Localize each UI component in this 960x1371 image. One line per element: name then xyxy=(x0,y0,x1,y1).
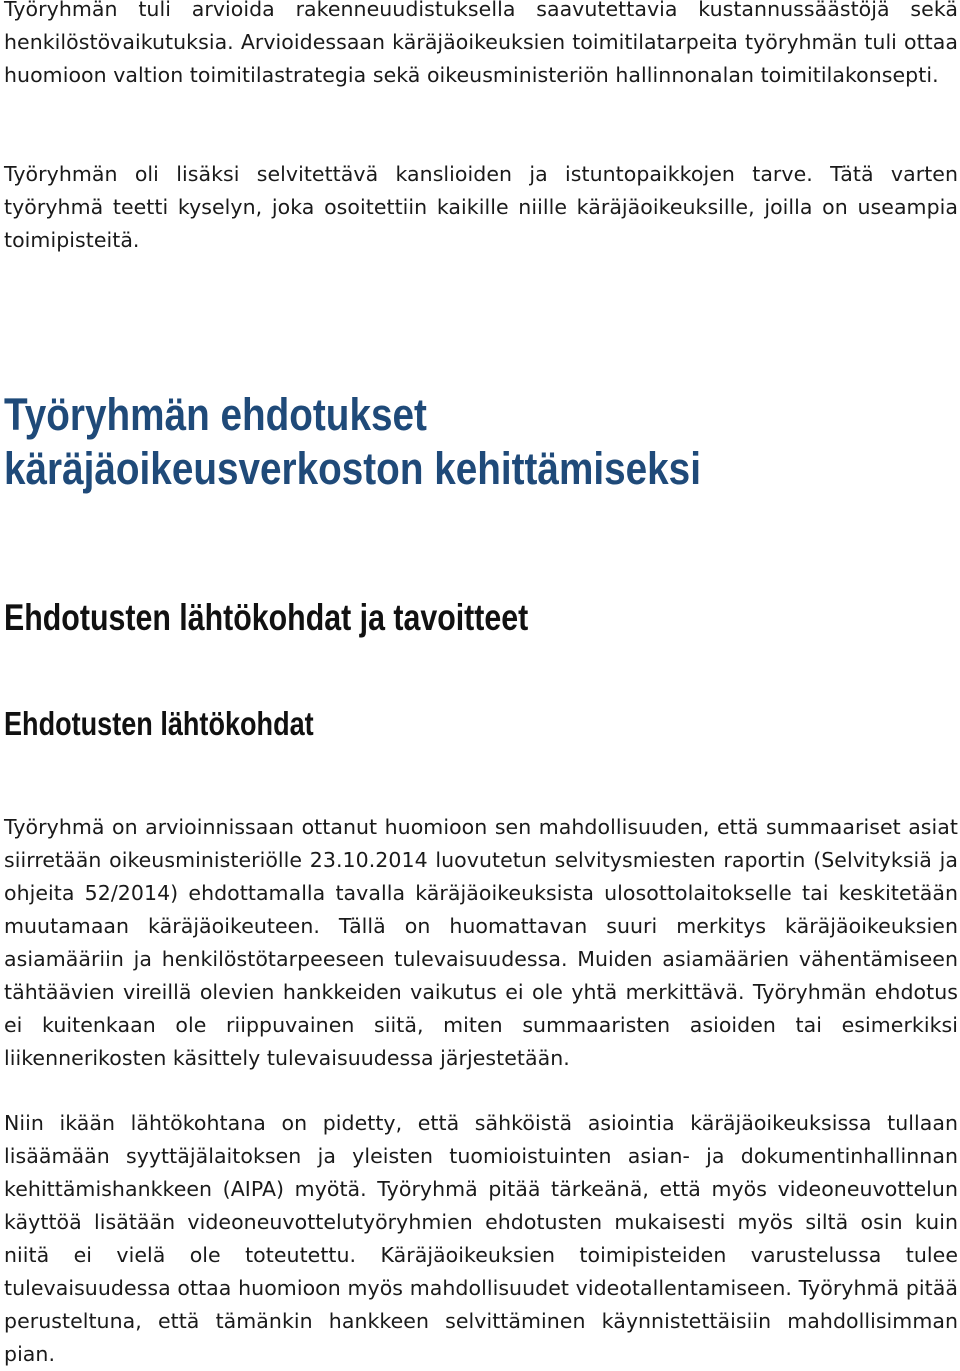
paragraph-2: Työryhmän oli lisäksi selvitettävä kanslioiden ja istuntopaikkojen tarve. Tätä varten työryhmä teetti kyselyn, joka osoitettiin kaikille niille käräjäoikeuksille, joilla on useampia toimipisteitä. xyxy=(4,162,958,252)
main-heading: Työryhmän ehdotukset käräjäoikeusverkoston kehittämiseksi xyxy=(4,389,701,494)
paragraph-1: Työryhmän tuli arvioida rakenneuudistuksella saavutettavia kustannussäästöjä sekä henkilöstövaikutuksia. Arvioidessaan käräjäoikeuksien toimitilatarpeita työryhmän tuli ottaa huomioon valtion toimitilastrategia sekä oikeusministeriön hallinnonalan toimitilakonsepti. xyxy=(4,0,958,87)
subsection-heading: Ehdotusten lähtökohdat xyxy=(4,705,314,742)
paragraph-3: Työryhmä on arvioinnissaan ottanut huomioon sen mahdollisuuden, että summaariset asiat siirretään oikeusministeriölle 23.10.2014 luovutetun selvitysmiesten raportin (Selvityksiä ja ohjeita 52/2014) ehdottamalla tavalla käräjäoikeuksista ulosottolaitokselle tai keskitetään muutamaan käräjäoikeuteen. Tällä on huomattavan suuri merkitys käräjäoikeuksien asiamääriin ja henkilöstötarpeeseen tulevaisuudessa. Muiden asiamäärien vähentämiseen tähtäävien vireillä olevien hankkeiden vaikutus ei ole yhtä merkittävä. Työryhmän ehdotus ei kuitenkaan ole riippuvainen siitä, miten summaaristen asioiden tai esimerkiksi liikennerikosten käsittely tulevaisuudessa järjestetään. xyxy=(4,815,958,1070)
section-heading: Ehdotusten lähtökohdat ja tavoitteet xyxy=(4,597,529,638)
paragraph-4: Niin ikään lähtökohtana on pidetty, että sähköistä asiointia käräjäoikeuksissa tullaan lisäämään syyttäjälaitoksen ja yleisten tuomioistuinten asian- ja dokumentinhallinnan kehittämishankkeen (AIPA) myötä. Työryhmä pitää tärkeänä, että myös videoneuvottelun käyttöä lisätään videoneuvottelutyöryhmien ehdotusten mukaisesti myös siltä osin kuin niitä ei vielä ole toteutettu. Käräjäoikeuksien toimipisteiden varustelussa tulee tulevaisuudessa ottaa huomioon myös mahdollisuudet videotallentamiseen. Työryhmä pitää perusteltuna, että tämänkin hankkeen selvittäminen käynnistettäisiin mahdollisimman pian. xyxy=(4,1111,958,1366)
